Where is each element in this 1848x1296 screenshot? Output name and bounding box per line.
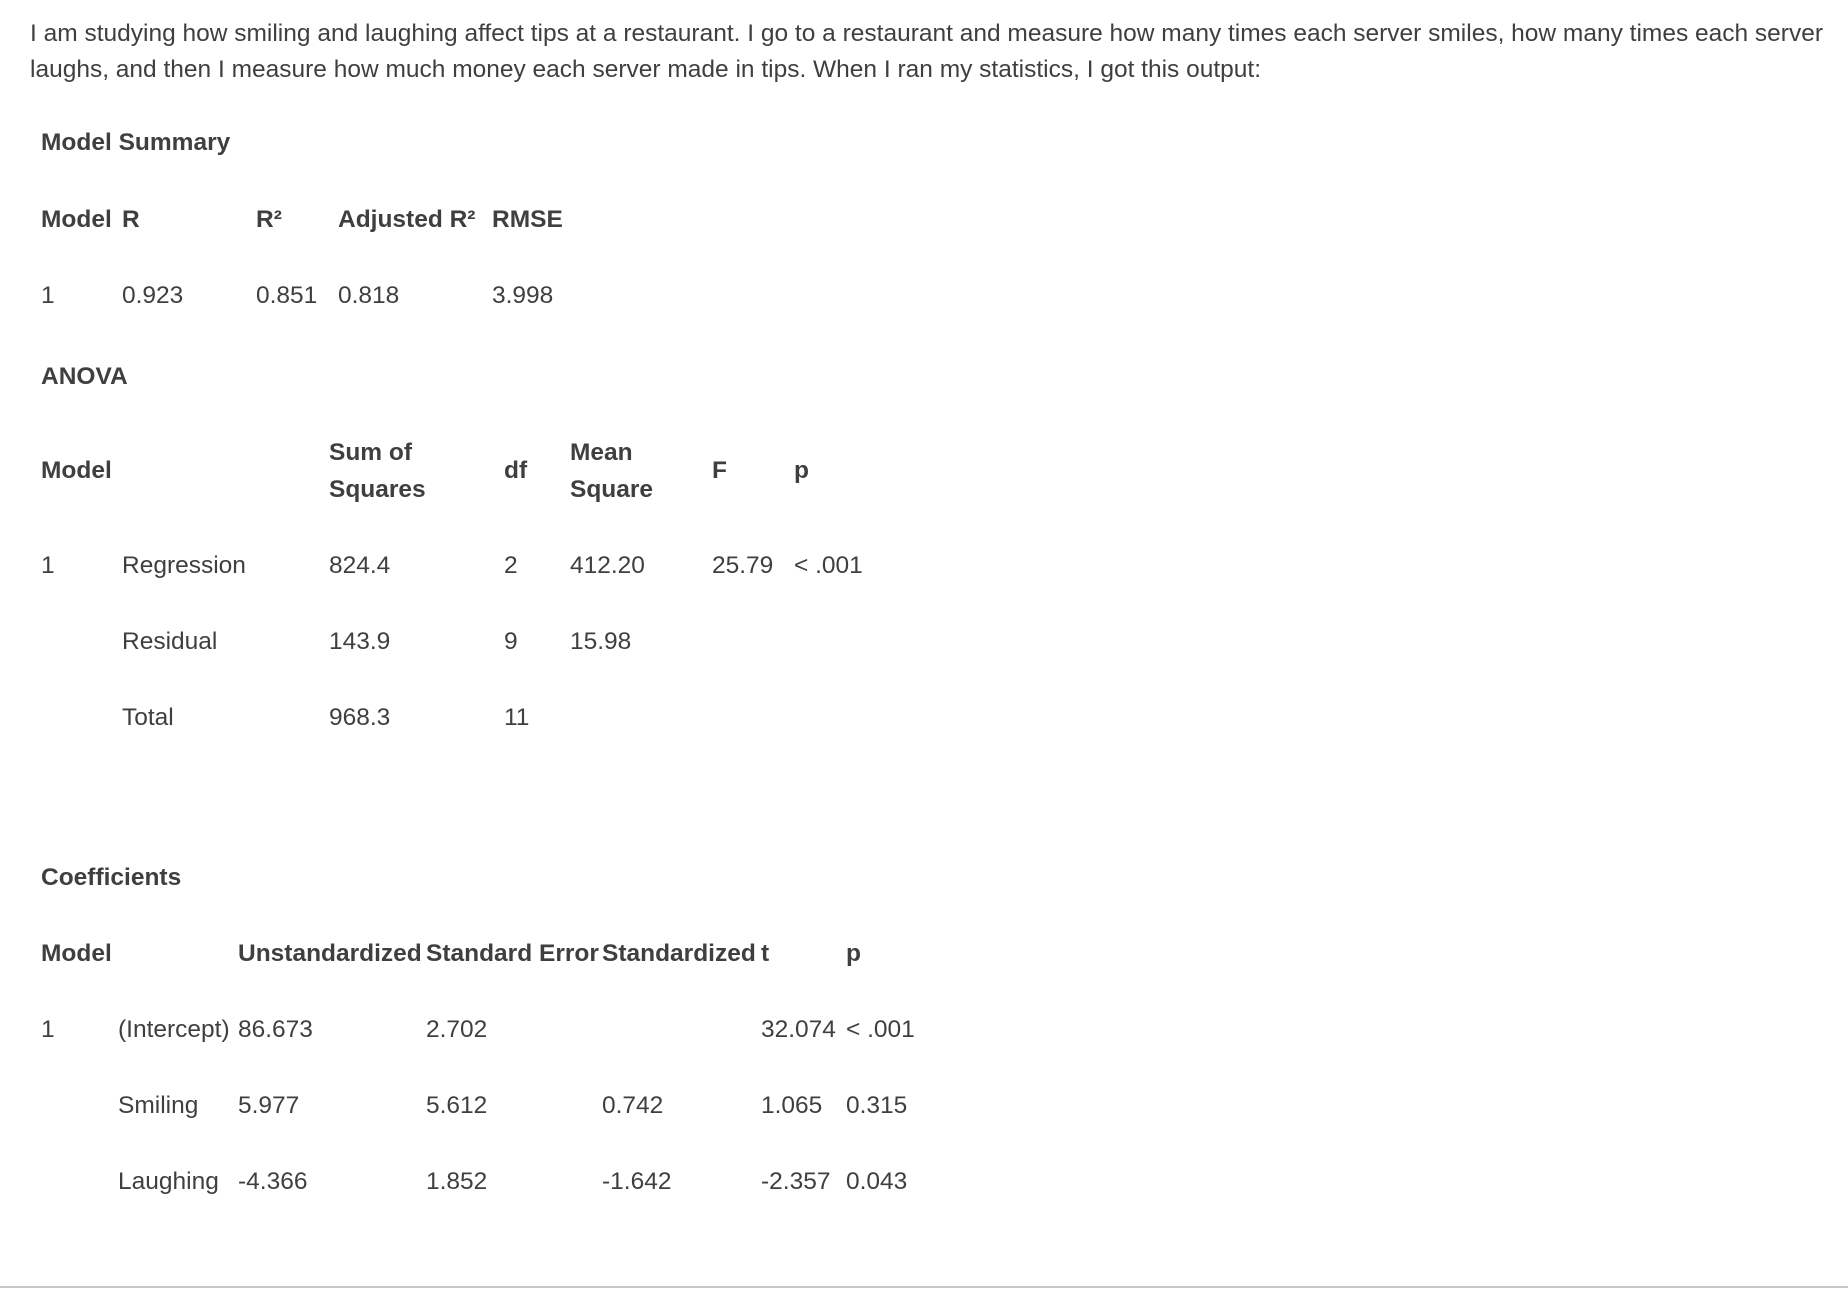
anova-row-df: 9 — [504, 628, 518, 655]
anova-header-ms-line1: Mean — [570, 439, 633, 466]
anova-header-ms-line2: Square — [570, 476, 654, 503]
ms-cell-r2: 0.851 — [256, 282, 318, 309]
coef-header-model: Model — [41, 940, 112, 967]
anova-row-ss: 968.3 — [329, 704, 391, 731]
anova-header-ss-line1: Sum of — [329, 439, 413, 466]
intro-paragraph: I am studying how smiling and laughing affect tips at a restaurant. I go to a restaurant and measure how many times each server smiles, how many times each server laughs, and then I measure how much money each server made in tips. When I ran my statistics, I got this output: — [30, 20, 1823, 83]
anova-row-source: Residual — [122, 628, 218, 655]
ms-cell-rmse: 3.998 — [492, 282, 554, 309]
coef-header-unstd: Unstandardized — [238, 940, 422, 967]
anova-row-model: 1 — [41, 552, 55, 579]
anova-row-df: 2 — [504, 552, 518, 579]
coef-header-std: Standardized — [602, 940, 756, 967]
coef-row-p: < .001 — [846, 1016, 915, 1043]
bottom-divider — [0, 1286, 1848, 1288]
coef-row-unstd: 86.673 — [238, 1016, 313, 1043]
coef-row-term: (Intercept) — [118, 1016, 230, 1043]
ms-header-rmse: RMSE — [492, 206, 563, 233]
coef-row-term: Laughing — [118, 1168, 219, 1195]
anova-row-source: Total — [122, 704, 174, 731]
anova-title: ANOVA — [41, 363, 128, 390]
model-summary-title: Model Summary — [41, 129, 231, 156]
coef-row-p: 0.043 — [846, 1168, 908, 1195]
coef-row-p: 0.315 — [846, 1092, 908, 1119]
coef-header-t: t — [761, 940, 770, 967]
coef-row-unstd: 5.977 — [238, 1092, 300, 1119]
coef-row-unstd: -4.366 — [238, 1168, 308, 1195]
ms-cell-r: 0.923 — [122, 282, 184, 309]
anova-row-ms: 412.20 — [570, 552, 645, 579]
coef-header-se: Standard Error — [426, 940, 599, 967]
coef-row-se: 5.612 — [426, 1092, 488, 1119]
coef-row-t: 1.065 — [761, 1092, 823, 1119]
coef-row-se: 1.852 — [426, 1168, 488, 1195]
anova-row-ss: 143.9 — [329, 628, 391, 655]
ms-cell-model: 1 — [41, 282, 55, 309]
coef-header-p: p — [846, 940, 861, 967]
coef-row-std: 0.742 — [602, 1092, 664, 1119]
anova-header-df: df — [504, 457, 528, 484]
coef-row-t: 32.074 — [761, 1016, 836, 1043]
ms-header-r: R — [122, 206, 140, 233]
coef-row-term: Smiling — [118, 1092, 199, 1119]
anova-row-f: 25.79 — [712, 552, 774, 579]
ms-header-adj-r2: Adjusted R² — [338, 206, 476, 233]
anova-header-ss-line2: Squares — [329, 476, 426, 503]
ms-header-r2: R² — [256, 206, 282, 233]
coef-row-t: -2.357 — [761, 1168, 831, 1195]
ms-header-model: Model — [41, 206, 112, 233]
anova-row-source: Regression — [122, 552, 246, 579]
anova-header-f: F — [712, 457, 727, 484]
coef-row-model: 1 — [41, 1016, 55, 1043]
anova-row-ms: 15.98 — [570, 628, 632, 655]
anova-row-p: < .001 — [794, 552, 863, 579]
coef-row-se: 2.702 — [426, 1016, 488, 1043]
ms-cell-adj-r2: 0.818 — [338, 282, 400, 309]
coef-row-std: -1.642 — [602, 1168, 672, 1195]
anova-row-ss: 824.4 — [329, 552, 391, 579]
anova-row-df: 11 — [504, 704, 530, 731]
coefficients-title: Coefficients — [41, 864, 182, 891]
anova-header-model: Model — [41, 457, 112, 484]
anova-header-p: p — [794, 457, 809, 484]
